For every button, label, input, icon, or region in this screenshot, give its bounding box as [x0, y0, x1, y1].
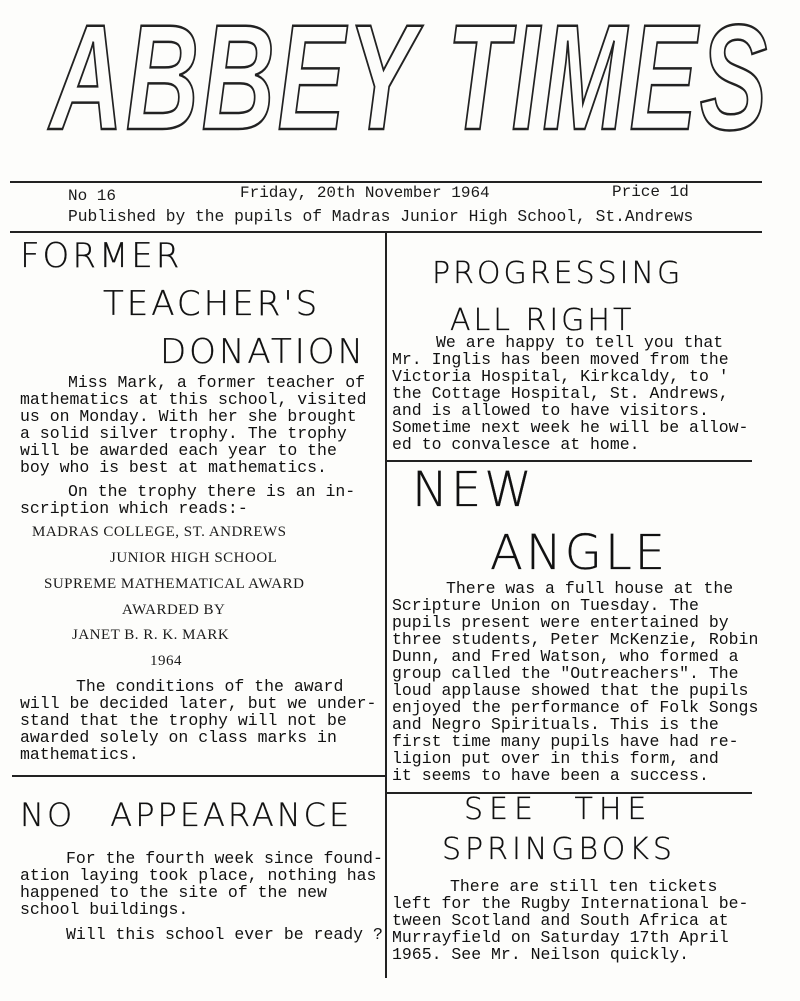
donation-headline-2: TEACHER'S [103, 284, 321, 324]
inscription-line: MADRAS COLLEGE, ST. ANDREWS [32, 524, 287, 540]
inscription-line: 1964 [150, 653, 182, 669]
new-angle-headline-2: ANGLE [490, 525, 669, 581]
issue-price: Price 1d [612, 183, 689, 201]
progressing-headline-1: PROGRESSING [432, 256, 684, 291]
new-angle-body: There was a full house at the Scripture Union on Tuesday. The pupils present were entertained by three students, Peter McKenzie, Robin Dunn, and Fred Watson, who formed a group called the "Outreachers". The loud applause showed that the pupils enjoyed the performance of Folk Songs and Negro Spirituals. This is the first time many pupils have had re- ligion put over in this form, and it seems to have been a success. [392, 579, 759, 785]
progressing-body: We are happy to tell you that Mr. Inglis has been moved from the Victoria Hospital, Kirkcaldy, to ' the Cottage Hospital, St. Andrews, and is allowed to have visitors. Sometime next week he will be allow- ed to convalesce at home. [392, 333, 749, 454]
masthead [40, 4, 780, 154]
springboks-headline-1: SEE THE [464, 792, 653, 827]
springboks-body: There are still ten tickets left for the Rugby International be- tween Scotland and South Africa at Murrayfield on Saturday 17th April 1965. See Mr. Neilson quickly. [392, 877, 749, 964]
masthead-title: ABBEY TIMES [47, 4, 770, 154]
donation-para-1: Miss Mark, a former teacher of mathematics at this school, visited us on Monday. With her she brought a solid silver trophy. The trophy will be awarded each year to the boy who is best at mathematics. [20, 373, 367, 477]
inscription-line: JUNIOR HIGH SCHOOL [110, 550, 278, 566]
no-appearance-para-2: Will this school ever be ready ? [66, 925, 383, 944]
inscription-line: JANET B. R. K. MARK [72, 627, 230, 643]
new-angle-headline-1: NEW [412, 462, 535, 518]
progressing-headline-2: ALL RIGHT [450, 303, 635, 338]
springboks-headline-2: SPRINGBOKS [442, 832, 676, 867]
no-appearance-headline: NO APPEARANCE [20, 796, 353, 834]
column-divider [385, 233, 387, 978]
publisher-line: Published by the pupils of Madras Junior High School, St.Andrews [68, 207, 694, 226]
inscription-line: AWARDED BY [122, 602, 226, 618]
left-section-rule [12, 775, 386, 777]
donation-para-3: The conditions of the award will be decided later, but we under- stand that the trophy will not be awarded solely on class marks in mathematics. [20, 677, 377, 764]
inscription-line: SUPREME MATHEMATICAL AWARD [44, 576, 305, 592]
donation-headline-1: FORMER [20, 236, 183, 276]
issue-date: Friday, 20th November 1964 [240, 184, 490, 202]
issue-number: No 16 [68, 187, 117, 205]
masthead-logo [40, 4, 780, 154]
donation-para-2: On the trophy there is an in- scription which reads:- [20, 482, 356, 518]
no-appearance-para-1: For the fourth week since found- ation laying took place, nothing has happened to the site of the new school buildings. [20, 849, 383, 919]
donation-headline-3: DONATION [160, 332, 366, 372]
